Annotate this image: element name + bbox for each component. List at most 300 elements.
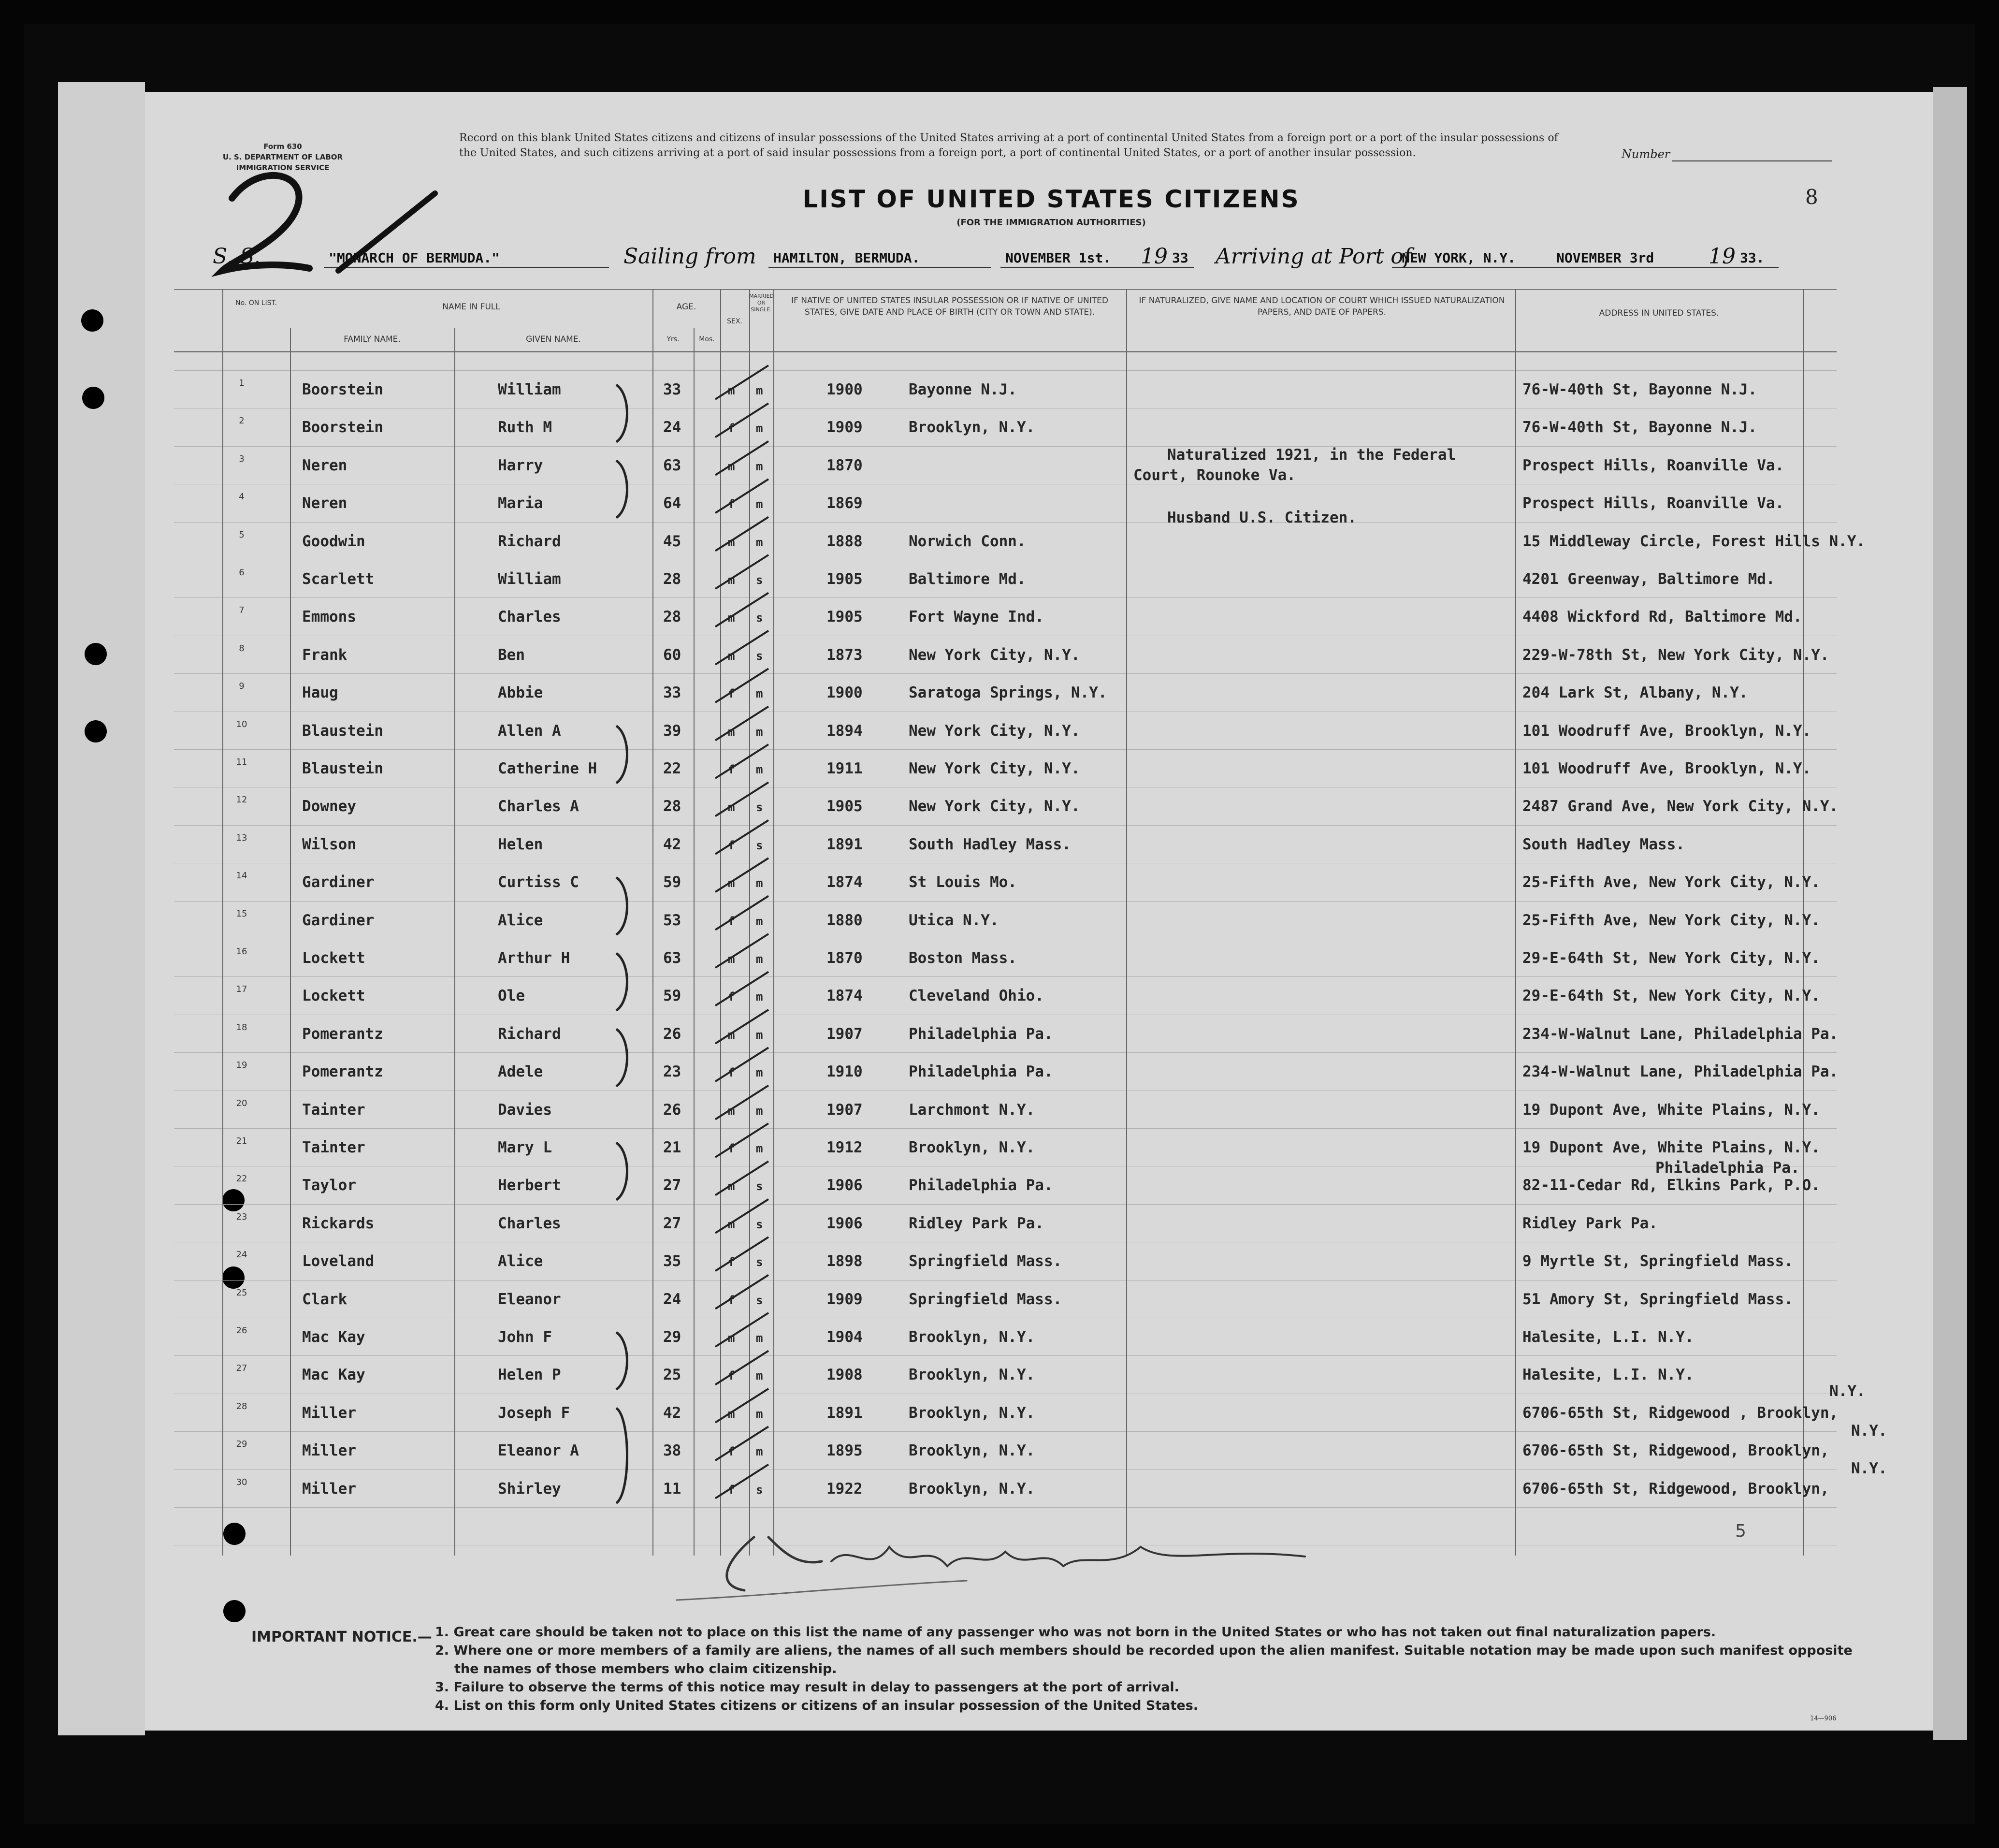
cell-family: Mac Kay <box>302 1366 365 1384</box>
cell-year: 1873 <box>826 646 863 664</box>
cell-address: 101 Woodruff Ave, Brooklyn, N.Y. <box>1522 722 1811 740</box>
check-stroke <box>715 669 768 702</box>
cell-ms: m <box>756 687 763 701</box>
check-stroke <box>715 1048 768 1081</box>
cell-year: 1912 <box>826 1139 863 1156</box>
row-number: 23 <box>236 1211 247 1222</box>
cell-place: New York City, N.Y. <box>909 722 1080 740</box>
row-number: 22 <box>236 1174 247 1184</box>
cell-sex: f <box>728 687 735 701</box>
cell-ms: m <box>756 1369 763 1383</box>
header-age: AGE. <box>676 302 696 312</box>
cell-address: 6706-65th St, Ridgewood , Brooklyn, <box>1522 1404 1839 1422</box>
cell-year: 1905 <box>826 798 863 815</box>
page-number: 8 <box>1805 185 1818 209</box>
cell-ms: m <box>756 952 763 966</box>
cell-family: Blaustein <box>302 760 383 777</box>
cell-address: 76-W-40th St, Bayonne N.J. <box>1522 419 1757 437</box>
cell-family: Mac Kay <box>302 1328 365 1346</box>
form-number: Form 630 <box>263 142 302 151</box>
cell-address: 51 Amory St, Springfield Mass. <box>1522 1290 1793 1308</box>
cell-yrs: 21 <box>663 1139 681 1156</box>
cell-given: Richard <box>498 532 561 550</box>
cell-place: Springfield Mass. <box>909 1252 1062 1270</box>
cell-yrs: 26 <box>663 1025 681 1043</box>
row-number: 15 <box>236 908 247 919</box>
cell-given: Eleanor <box>498 1290 561 1308</box>
check-stroke <box>715 972 768 1005</box>
cell-sex: f <box>728 1142 735 1155</box>
cell-place: Brooklyn, N.Y. <box>909 1480 1035 1498</box>
cell-family: Tainter <box>302 1101 365 1119</box>
cell-ms: m <box>756 1445 763 1459</box>
cell-sex: f <box>728 1369 735 1383</box>
row-number: 24 <box>236 1250 247 1260</box>
cell-address: 19 Dupont Ave, White Plains, N.Y. <box>1522 1101 1820 1119</box>
check-stroke <box>715 1086 768 1120</box>
row-number: 4 <box>239 492 245 502</box>
header-address: ADDRESS IN UNITED STATES. <box>1599 308 1719 318</box>
row-number: 25 <box>236 1287 247 1298</box>
cell-yrs: 24 <box>663 419 681 437</box>
cell-ms: s <box>756 1255 763 1269</box>
cell-place: New York City, N.Y. <box>909 646 1080 664</box>
cell-year: 1888 <box>826 532 863 550</box>
header-naturalization: IF NATURALIZED, GIVE NAME AND LOCATION OF COURT WHICH ISSUED NATURALIZATION PAPERS, AND DATE OF PAPERS. <box>1139 296 1505 317</box>
cell-sex: f <box>728 1066 735 1080</box>
cell-place: Springfield Mass. <box>909 1290 1062 1308</box>
cell-family: Lockett <box>302 987 365 1005</box>
cell-given: Mary L <box>498 1139 552 1156</box>
cell-given: William <box>498 381 561 398</box>
cell-year: 1900 <box>826 684 863 702</box>
cell-given: Herbert <box>498 1177 561 1194</box>
row-number: 3 <box>239 453 245 464</box>
cell-place: Brooklyn, N.Y. <box>909 1139 1035 1156</box>
cell-given: Maria <box>498 495 543 512</box>
cell-given: Abbie <box>498 684 543 702</box>
cell-given: Ole <box>498 987 525 1005</box>
cell-year: 1906 <box>826 1214 863 1232</box>
check-stroke <box>715 782 768 816</box>
cell-sex: m <box>728 876 735 890</box>
cell-year: 1908 <box>826 1366 863 1384</box>
cell-given: Curtiss C <box>498 873 579 891</box>
intro-instructions: Record on this blank United States citizens and citizens of insular possessions of the United States arriving at a port of continental United States from a foreign port or a port of the insular possessions of the United States, and such citizens arriving at a port of said insular possessions from a foreign port, a port of continental United States, or a port of another insular possession. <box>459 132 1558 159</box>
cell-sex: m <box>728 1104 735 1118</box>
cell-given: Harry <box>498 456 543 474</box>
cell-given: Arthur H <box>498 949 570 967</box>
check-stroke <box>715 1426 768 1460</box>
cell-place: Larchmont N.Y. <box>909 1101 1035 1119</box>
cell-place: Brooklyn, N.Y. <box>909 419 1035 437</box>
check-stroke <box>715 820 768 854</box>
cell-place: Brooklyn, N.Y. <box>909 1328 1035 1346</box>
cell-address: 25-Fifth Ave, New York City, N.Y. <box>1522 873 1820 891</box>
cell-ms: s <box>756 1483 763 1497</box>
cell-yrs: 28 <box>663 570 681 588</box>
cell-family: Frank <box>302 646 348 664</box>
check-stroke <box>715 858 768 892</box>
cell-given: Charles A <box>498 798 579 815</box>
row-number: 7 <box>239 605 245 616</box>
cell-yrs: 42 <box>663 1404 681 1422</box>
check-stroke <box>715 403 768 437</box>
cell-year: 1894 <box>826 722 863 740</box>
cell-address: 4408 Wickford Rd, Baltimore Md. <box>1522 608 1802 626</box>
cell-yrs: 27 <box>663 1177 681 1194</box>
header-mos: Mos. <box>699 335 715 343</box>
row-number: 19 <box>236 1060 247 1071</box>
cell-sex: f <box>728 1483 735 1497</box>
cell-address: Ridley Park Pa. <box>1522 1214 1658 1232</box>
cell-year: 1905 <box>826 570 863 588</box>
check-stroke <box>715 1237 768 1271</box>
check-stroke <box>715 1313 768 1347</box>
cell-place: St Louis Mo. <box>909 873 1017 891</box>
inspector-checkmarks <box>715 365 768 1499</box>
cell-year: 1874 <box>826 873 863 891</box>
cell-family: Lockett <box>302 949 365 967</box>
depart-year-prefix: 19 <box>1141 244 1168 269</box>
page-title: LIST OF UNITED STATES CITIZENS <box>802 185 1300 213</box>
cell-given: Davies <box>498 1101 552 1119</box>
cell-sex: f <box>728 1293 735 1307</box>
cell-given: Ruth M <box>498 419 552 437</box>
cell-yrs: 28 <box>663 798 681 815</box>
row-number: 20 <box>236 1098 247 1108</box>
header-yrs: Yrs. <box>666 335 680 343</box>
cell-family: Miller <box>302 1480 356 1498</box>
notice-items <box>435 1623 1856 1715</box>
family-brackets <box>616 385 627 1503</box>
cell-place: Philadelphia Pa. <box>909 1177 1053 1194</box>
cell-address: Halesite, L.I. N.Y. <box>1522 1328 1694 1346</box>
check-stroke <box>715 934 768 968</box>
cell-sex: f <box>728 497 735 511</box>
depart-date: NOVEMBER 1st. <box>1005 250 1112 266</box>
cell-address: 229-W-78th St, New York City, N.Y. <box>1522 646 1829 664</box>
row-number: 12 <box>236 795 247 805</box>
cell-ms: m <box>756 422 763 436</box>
cell-given: Joseph F <box>498 1404 570 1422</box>
check-stroke <box>715 593 768 626</box>
cell-year: 1874 <box>826 987 863 1005</box>
row-number: 17 <box>236 984 247 995</box>
cell-yrs: 64 <box>663 495 681 512</box>
family-bracket <box>616 953 627 1010</box>
cell-sex: m <box>728 1217 735 1231</box>
cell-yrs: 59 <box>663 873 681 891</box>
cell-address: 6706-65th St, Ridgewood, Brooklyn, <box>1522 1480 1829 1498</box>
cell-address: Prospect Hills, Roanville Va. <box>1522 495 1784 512</box>
notice-label: IMPORTANT NOTICE.— <box>251 1629 432 1645</box>
cell-yrs: 63 <box>663 949 681 967</box>
cell-ms: m <box>756 1066 763 1080</box>
cell-ms: s <box>756 838 763 852</box>
arrival-port: NEW YORK, N.Y. <box>1402 250 1516 266</box>
check-stroke <box>715 441 768 475</box>
cell-given: Allen A <box>498 722 561 740</box>
sailing-label: Sailing from <box>623 244 756 269</box>
row-number: 18 <box>236 1022 247 1033</box>
cell-sex: m <box>728 535 735 549</box>
cell-place: Philadelphia Pa. <box>909 1025 1053 1043</box>
row-number: 8 <box>239 643 245 654</box>
family-bracket <box>616 1408 627 1503</box>
cell-yrs: 27 <box>663 1214 681 1232</box>
cell-ms: m <box>756 535 763 549</box>
cell-family: Boorstein <box>302 419 383 437</box>
cell-sex: m <box>728 1179 735 1193</box>
row-number: 1 <box>239 378 245 388</box>
address-overflow-29: N.Y. <box>1851 1460 1887 1477</box>
cell-year: 1869 <box>826 495 863 512</box>
ship-name: "MONARCH OF BERMUDA." <box>329 250 500 266</box>
header-family-name: FAMILY NAME. <box>344 335 401 344</box>
cell-given: William <box>498 570 561 588</box>
cell-sex: m <box>728 611 735 625</box>
check-stroke <box>715 1199 768 1233</box>
family-bracket <box>616 385 627 442</box>
cell-family: Miller <box>302 1442 356 1460</box>
row-number: 10 <box>236 719 247 729</box>
check-stroke <box>715 1161 768 1195</box>
cell-address: 29-E-64th St, New York City, N.Y. <box>1522 949 1820 967</box>
address-overflow-28: N.Y. <box>1851 1422 1887 1440</box>
cell-sex: m <box>728 952 735 966</box>
header-given-name: GIVEN NAME. <box>526 335 581 344</box>
header-sex: SEX. <box>727 318 742 325</box>
check-stroke <box>715 479 768 513</box>
cell-yrs: 33 <box>663 381 681 398</box>
row-number: 5 <box>239 529 245 540</box>
cell-yrs: 28 <box>663 608 681 626</box>
cell-yrs: 60 <box>663 646 681 664</box>
cell-ms: m <box>756 1104 763 1118</box>
cell-place: Boston Mass. <box>909 949 1017 967</box>
cell-year: 1895 <box>826 1442 863 1460</box>
from-port: HAMILTON, BERMUDA. <box>773 250 920 266</box>
cell-sex: f <box>728 1255 735 1269</box>
cell-sex: m <box>728 384 735 397</box>
address-overflow-21: Philadelphia Pa. <box>1655 1159 1800 1177</box>
cell-place: Bayonne N.J. <box>909 381 1017 398</box>
cell-yrs: 29 <box>663 1328 681 1346</box>
row-number: 9 <box>239 681 245 692</box>
cell-given: Helen P <box>498 1366 561 1384</box>
cell-year: 1922 <box>826 1480 863 1498</box>
notice-item-4: 4. List on this form only United States citizens or citizens of an insular possession of the United States. <box>435 1698 1199 1713</box>
cell-place: Utica N.Y. <box>909 911 999 929</box>
cell-ms: m <box>756 1142 763 1155</box>
cell-place: Brooklyn, N.Y. <box>909 1442 1035 1460</box>
cell-family: Boorstein <box>302 381 383 398</box>
check-stroke <box>715 1389 768 1423</box>
cell-address: 204 Lark St, Albany, N.Y. <box>1522 684 1748 702</box>
cell-year: 1891 <box>826 1404 863 1422</box>
cell-yrs: 35 <box>663 1252 681 1270</box>
cell-address: 15 Middleway Circle, Forest Hills N.Y. <box>1522 532 1866 550</box>
cell-sex: m <box>728 573 735 587</box>
check-stroke <box>715 896 768 930</box>
cell-family: Rickards <box>302 1214 375 1232</box>
cell-family: Haug <box>302 684 338 702</box>
cell-place: New York City, N.Y. <box>909 798 1080 815</box>
header-married-single: MARRIED OR SINGLE. <box>749 293 774 313</box>
cell-address: 2487 Grand Ave, New York City, N.Y. <box>1522 798 1839 815</box>
cell-ms: m <box>756 990 763 1004</box>
family-bracket <box>616 877 627 934</box>
cell-yrs: 45 <box>663 532 681 550</box>
cell-family: Clark <box>302 1290 348 1308</box>
cell-given: Charles <box>498 1214 561 1232</box>
cell-sex: f <box>728 838 735 852</box>
check-stroke <box>715 1351 768 1384</box>
cell-place: Baltimore Md. <box>909 570 1026 588</box>
cell-family: Taylor <box>302 1177 356 1194</box>
cell-sex: m <box>728 800 735 815</box>
row-number: 26 <box>236 1325 247 1336</box>
check-stroke <box>715 631 768 665</box>
cell-family: Pomerantz <box>302 1025 383 1043</box>
cell-family: Loveland <box>302 1252 375 1270</box>
cell-family: Gardiner <box>302 911 375 929</box>
cell-address: 19 Dupont Ave, White Plains, N.Y. <box>1522 1139 1820 1156</box>
cell-ms: m <box>756 876 763 890</box>
check-stroke <box>715 517 768 551</box>
ss-label: S. S. <box>213 244 261 269</box>
cell-place: New York City, N.Y. <box>909 760 1080 777</box>
cell-address: 25-Fifth Ave, New York City, N.Y. <box>1522 911 1820 929</box>
page-subtitle: (FOR THE IMMIGRATION AUTHORITIES) <box>956 218 1146 228</box>
check-stroke <box>715 365 768 399</box>
naturalization-note-line1: Naturalized 1921, in the Federal <box>1167 446 1456 464</box>
cell-place: South Hadley Mass. <box>909 835 1071 853</box>
cell-year: 1907 <box>826 1101 863 1119</box>
pencil-mark: 5 <box>1735 1521 1746 1541</box>
check-stroke <box>715 555 768 589</box>
check-stroke <box>715 1010 768 1044</box>
cell-family: Gardiner <box>302 873 375 891</box>
number-label: Number <box>1622 147 1670 161</box>
cell-address: South Hadley Mass. <box>1522 835 1685 853</box>
row-number: 28 <box>236 1401 247 1411</box>
cell-address: 234-W-Walnut Lane, Philadelphia Pa. <box>1522 1025 1839 1043</box>
cell-sex: f <box>728 914 735 928</box>
cell-given: Ben <box>498 646 525 664</box>
handwritten-slash <box>338 193 435 271</box>
cell-yrs: 59 <box>663 987 681 1005</box>
cell-address: 234-W-Walnut Lane, Philadelphia Pa. <box>1522 1063 1839 1081</box>
cell-year: 1907 <box>826 1025 863 1043</box>
cell-ms: s <box>756 1293 763 1307</box>
cell-given: Richard <box>498 1025 561 1043</box>
cell-address: 76-W-40th St, Bayonne N.J. <box>1522 381 1757 398</box>
cell-family: Emmons <box>302 608 356 626</box>
cell-ms: s <box>756 649 763 663</box>
family-bracket <box>616 461 627 518</box>
cell-yrs: 39 <box>663 722 681 740</box>
cell-place: Philadelphia Pa. <box>909 1063 1053 1081</box>
cell-year: 1904 <box>826 1328 863 1346</box>
cell-sex: f <box>728 763 735 776</box>
cell-ms: m <box>756 1331 763 1345</box>
cell-ms: m <box>756 497 763 511</box>
row-number: 14 <box>236 871 247 881</box>
row-number: 13 <box>236 832 247 843</box>
notice-item-1: 1. Great care should be taken not to place on this list the name of any passenger who was not born in the United States or who has not taken out final naturalization papers. <box>435 1625 1716 1640</box>
depart-year: 33 <box>1172 250 1188 266</box>
cell-yrs: 24 <box>663 1290 681 1308</box>
row-number: 29 <box>236 1439 247 1450</box>
cell-given: Shirley <box>498 1480 561 1498</box>
cell-given: Catherine H <box>498 760 597 777</box>
row-number: 6 <box>239 567 245 578</box>
check-stroke <box>715 744 768 778</box>
cell-place: Fort Wayne Ind. <box>909 608 1044 626</box>
department-name: U. S. DEPARTMENT OF LABOR <box>222 153 343 161</box>
arrival-year-prefix: 19 <box>1709 244 1736 269</box>
cell-sex: f <box>728 422 735 436</box>
cell-given: Adele <box>498 1063 543 1081</box>
cell-yrs: 23 <box>663 1063 681 1081</box>
cell-year: 1906 <box>826 1177 863 1194</box>
family-bracket <box>616 1143 627 1200</box>
cell-family: Tainter <box>302 1139 365 1156</box>
cell-given: John F <box>498 1328 552 1346</box>
cell-ms: m <box>756 1028 763 1042</box>
cell-place: Brooklyn, N.Y. <box>909 1404 1035 1422</box>
cell-given: Alice <box>498 1252 543 1270</box>
cell-ms: m <box>756 763 763 776</box>
cell-year: 1880 <box>826 911 863 929</box>
header-name-in-full: NAME IN FULL <box>442 302 500 312</box>
cell-address: 4201 Greenway, Baltimore Md. <box>1522 570 1775 588</box>
family-bracket <box>616 726 627 783</box>
cell-yrs: 42 <box>663 835 681 853</box>
check-stroke <box>715 1275 768 1309</box>
cell-year: 1905 <box>826 608 863 626</box>
cell-ms: m <box>756 1407 763 1421</box>
cell-place: Ridley Park Pa. <box>909 1214 1044 1232</box>
cell-address: Halesite, L.I. N.Y. <box>1522 1366 1694 1384</box>
cell-place: Norwich Conn. <box>909 532 1026 550</box>
row-number: 30 <box>236 1477 247 1487</box>
cell-sex: f <box>728 1445 735 1459</box>
cell-family: Goodwin <box>302 532 365 550</box>
cell-yrs: 33 <box>663 684 681 702</box>
notice-item-3: 3. Failure to observe the terms of this notice may result in delay to passengers at the port of arrival. <box>435 1680 1179 1695</box>
cell-yrs: 53 <box>663 911 681 929</box>
row-number: 27 <box>236 1363 247 1374</box>
cell-ms: s <box>756 573 763 587</box>
cell-given: Eleanor A <box>498 1442 579 1460</box>
cell-sex: m <box>728 459 735 473</box>
handwritten-list-number <box>222 175 309 271</box>
cell-ms: s <box>756 1217 763 1231</box>
check-stroke <box>715 707 768 741</box>
cell-place: Cleveland Ohio. <box>909 987 1044 1005</box>
cell-year: 1900 <box>826 381 863 398</box>
cell-ms: m <box>756 914 763 928</box>
cell-given: Charles <box>498 608 561 626</box>
cell-family: Wilson <box>302 835 356 853</box>
cell-family: Neren <box>302 495 348 512</box>
cell-family: Scarlett <box>302 570 375 588</box>
row-number: 21 <box>236 1136 247 1146</box>
service-name: IMMIGRATION SERVICE <box>236 163 330 172</box>
